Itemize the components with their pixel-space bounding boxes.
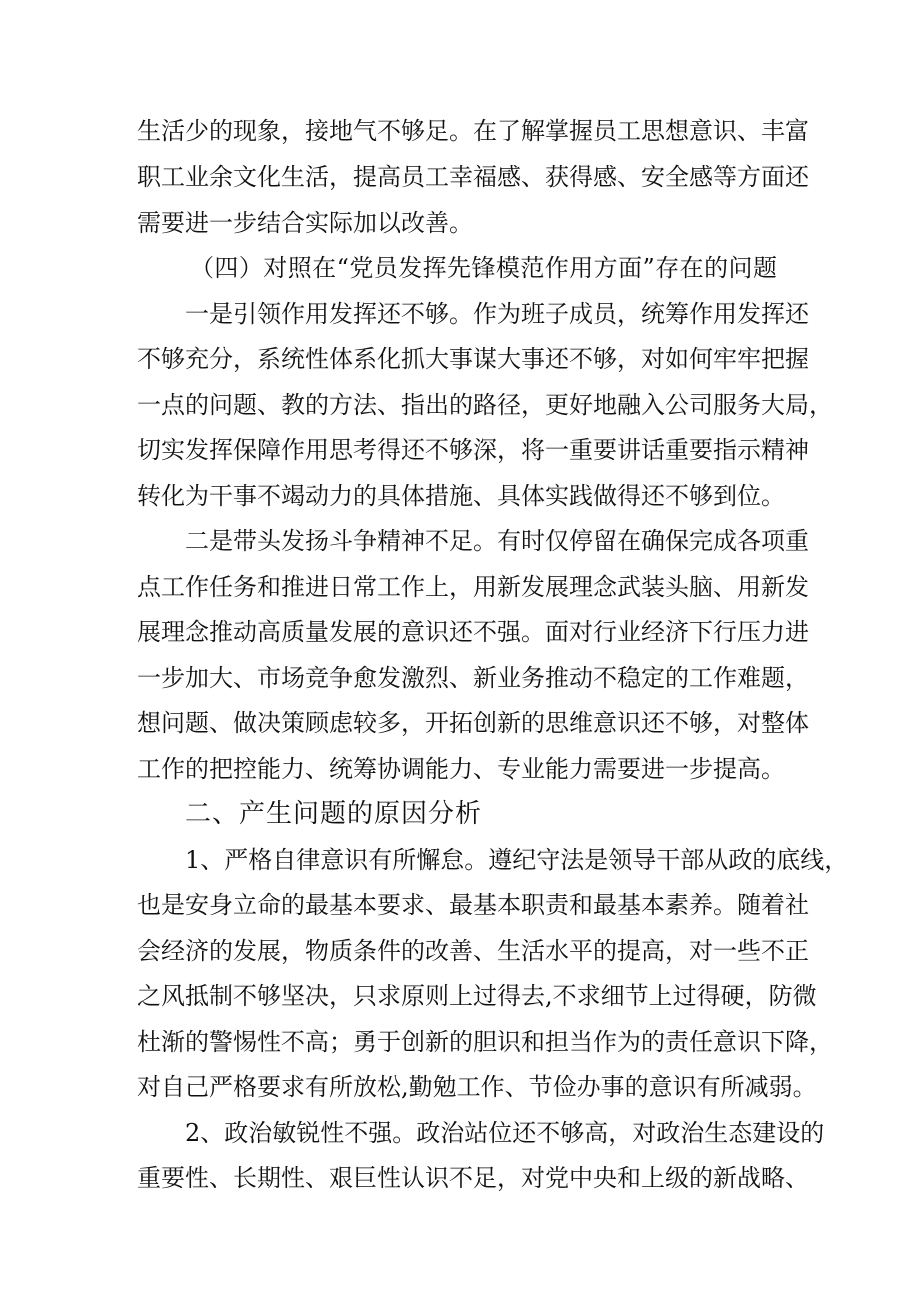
body-text-line: 点工作任务和推进日常工作上，用新发展理念武装头脑、用新发 bbox=[137, 573, 809, 601]
body-text-line: 工作的把控能力、统筹协调能力、专业能力需要进一步提高。 bbox=[137, 755, 785, 783]
section-subheading: （四）对照在“党员发挥先锋模范作用方面”存在的问题 bbox=[190, 254, 777, 282]
body-text-line: 一点的问题、教的方法、指出的路径，更好地融入公司服务大局， bbox=[137, 391, 833, 419]
body-text-line: 重要性、长期性、艰巨性认识不足，对党中央和上级的新战略、 bbox=[137, 1164, 809, 1192]
body-text-line: 转化为干事不竭动力的具体措施、具体实践做得还不够到位。 bbox=[137, 482, 785, 510]
body-text-line: 对自己严格要求有所放松,勤勉工作、节俭办事的意识有所减弱。 bbox=[137, 1073, 817, 1101]
body-text-line: 也是安身立命的最基本要求、最基本职责和最基本素养。随着社 bbox=[137, 891, 809, 919]
body-text-line: 杜渐的警惕性不高；勇于创新的胆识和担当作为的责任意识下降， bbox=[137, 1028, 833, 1056]
body-text-line: 生活少的现象，接地气不够足。在了解掌握员工思想意识、丰富 bbox=[137, 117, 809, 145]
body-text-line: 会经济的发展，物质条件的改善、生活水平的提高，对一些不正 bbox=[137, 937, 809, 965]
body-text-line: 之风抵制不够坚决，只求原则上过得去,不求细节上过得硬，防微 bbox=[137, 982, 817, 1010]
paragraph-first-line: 二是带头发扬斗争精神不足。有时仅停留在确保完成各项重 bbox=[185, 527, 809, 555]
paragraph-first-line: 2、政治敏锐性不强。政治站位还不够高，对政治生态建设的 bbox=[185, 1119, 825, 1147]
body-text-line: 职工业余文化生活，提高员工幸福感、获得感、安全感等方面还 bbox=[137, 163, 809, 191]
paragraph-first-line: 1、严格自律意识有所懈怠。遵纪守法是领导干部从政的底线， bbox=[185, 846, 849, 874]
section-heading: 二、产生问题的原因分析 bbox=[185, 799, 483, 829]
body-text-line: 不够充分，系统性体系化抓大事谋大事还不够，对如何牢牢把握 bbox=[137, 345, 809, 373]
body-text-line: 想问题、做决策顾虑较多，开拓创新的思维意识还不够，对整体 bbox=[137, 709, 809, 737]
body-text-line: 切实发挥保障作用思考得还不够深，将一重要讲话重要指示精神 bbox=[137, 436, 809, 464]
body-text-line: 需要进一步结合实际加以改善。 bbox=[137, 209, 473, 237]
paragraph-first-line: 一是引领作用发挥还不够。作为班子成员，统筹作用发挥还 bbox=[185, 300, 809, 328]
body-text-line: 一步加大、市场竞争愈发激烈、新业务推动不稳定的工作难题， bbox=[137, 664, 809, 692]
body-text-line: 展理念推动高质量发展的意识还不强。面对行业经济下行压力进 bbox=[137, 618, 809, 646]
